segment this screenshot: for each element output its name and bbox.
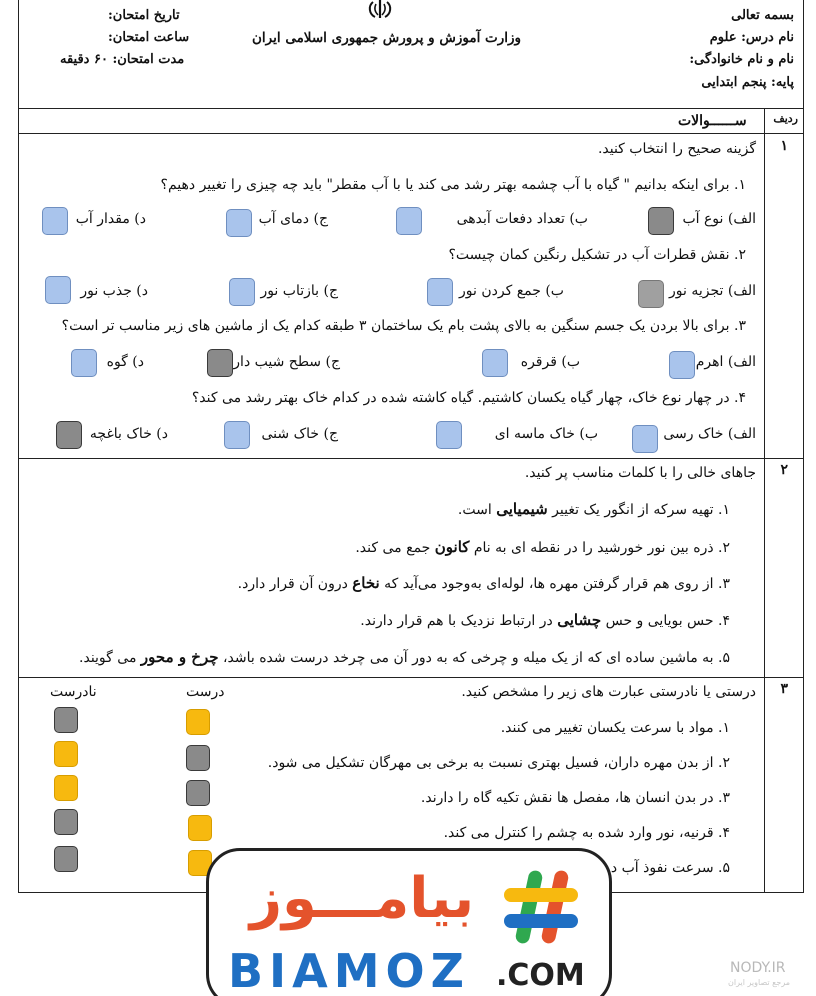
q3-item2: ۲. از بدن مهره داران، فسیل بهتری نسبت به برخی بی مهرگان تشکیل می شود.	[267, 755, 730, 771]
q3-instruction: درستی یا نادرستی عبارت های زیر را مشخص کنید.	[461, 684, 756, 700]
iran-emblem-icon	[363, 0, 397, 20]
q1-item3-option-d: د) گوه	[106, 354, 144, 370]
q1-item2-option-a-box[interactable]	[638, 280, 664, 308]
q2-item4-answer: چشایی	[557, 611, 602, 629]
q1-item1-option-a-box[interactable]	[648, 207, 674, 235]
q1-item1-option-c-box[interactable]	[226, 209, 252, 237]
q2-item5-after: می گویند.	[79, 650, 141, 666]
biamoz-com-logo: .COM	[496, 958, 585, 993]
q3-item1: ۱. مواد با سرعت یکسان تغییر می کنند.	[500, 720, 730, 736]
q2-item5-answer: چرخ و محور	[140, 648, 219, 666]
q1-item3-option-a: الف) اهرم	[695, 354, 756, 370]
q1-item3-option-a-box[interactable]	[669, 351, 695, 379]
q3-item5: ۵. سرعت نفوذ آب د	[610, 860, 730, 876]
q1-item1-option-c: ج) دمای آب	[258, 211, 328, 227]
q2-item4-before: ۴. حس بویایی و حس	[601, 613, 730, 629]
q1-item2-option-b: ب) جمع کردن نور	[459, 283, 564, 299]
q2-item2	[355, 538, 730, 556]
q3-item2-true-box[interactable]	[186, 745, 210, 771]
grade-label: پایه: پنجم ابتدایی	[701, 75, 794, 90]
q2-item3	[238, 574, 730, 592]
q2-item4-after: در ارتباط نزدیک با هم قرار دارند.	[360, 613, 558, 629]
q1-item4-text: ۴. در چهار نوع خاک، چهار گیاه یکسان کاشتیم. گیاه کاشته شده در کدام خاک بهتر رشد می کند؟	[191, 390, 746, 406]
q1-item4-option-d: د) خاک باغچه	[89, 426, 168, 442]
q2-item2-answer: کانون	[434, 538, 470, 556]
q2-item2-after: جمع می کند.	[355, 540, 435, 556]
q1-item2-option-b-box[interactable]	[427, 278, 453, 306]
q2-item5	[79, 648, 730, 666]
q1-item2-option-d: د) جذب نور	[80, 283, 148, 299]
q1-item3-option-c: ج) سطح شیب دار	[233, 354, 340, 370]
q3-item4-false-box[interactable]	[54, 809, 78, 835]
q2-instruction: جاهای خالی را با کلمات مناسب پر کنید.	[524, 465, 756, 481]
q3-item1-false-box[interactable]	[54, 707, 78, 733]
q2-number: ۲	[780, 462, 788, 478]
q1-item1-option-b-box[interactable]	[396, 207, 422, 235]
subject-label: نام درس: علوم	[709, 30, 794, 45]
q1-item4-option-c-box[interactable]	[224, 421, 250, 449]
q1-item4-option-b-box[interactable]	[436, 421, 462, 449]
q1-item2-option-a: الف) تجزیه نور	[669, 283, 756, 299]
q3-true-column-header: درست	[186, 684, 225, 700]
q3-item3: ۳. در بدن انسان ها، مفصل ها نقش تکیه گاه را دارند.	[420, 790, 730, 806]
ministry-title: وزارت آموزش و پرورش جمهوری اسلامی ایران	[252, 30, 522, 46]
q1-item2-text: ۲. نقش قطرات آب در تشکیل رنگین کمان چیست؟	[448, 247, 746, 263]
questions-column-header: ســــــوالات	[678, 113, 747, 129]
q3-item4: ۴. قرنیه، نور وارد شده به چشم را کنترل می کند.	[443, 825, 730, 841]
q3-item5-false-box[interactable]	[54, 846, 78, 872]
exam-duration-label: مدت امتحان: ۶۰ دقیقه	[60, 52, 185, 67]
header-bottom-line	[18, 108, 804, 109]
q2-item1	[458, 500, 730, 518]
q1-item4-option-b: ب) خاک ماسه ای	[494, 426, 598, 442]
q1-item2-option-d-box[interactable]	[45, 276, 71, 304]
q1-item4-option-c: ج) خاک شنی	[261, 426, 338, 442]
exam-time-label: ساعت امتحان:	[108, 30, 190, 45]
row-column-header: ردیف	[773, 112, 798, 125]
table-header-line	[18, 133, 804, 134]
q1-item1-option-d-box[interactable]	[42, 207, 68, 235]
q2-item3-after: درون آن قرار دارد.	[237, 576, 353, 592]
q3-number: ۳	[780, 681, 788, 697]
q3-item3-true-box[interactable]	[186, 780, 210, 806]
q3-item4-true-box[interactable]	[188, 815, 212, 841]
q3-item1-true-box[interactable]	[186, 709, 210, 735]
nody-watermark: NODY.IR	[730, 960, 786, 976]
student-name-label: نام و نام خانوادگی:	[689, 52, 794, 67]
q1-item2-option-c-box[interactable]	[229, 278, 255, 306]
q2-item2-before: ۲. ذره بین نور خورشید را در نقطه ای به نام	[469, 540, 730, 556]
q1-item1-option-b: ب) تعداد دفعات آبدهی	[456, 211, 588, 227]
exam-date-label: تاریخ امتحان:	[108, 8, 180, 23]
q1-item1-text: ۱. برای اینکه بدانیم " گیاه با آب چشمه بهتر رشد می کند یا با آب مقطر" باید چه چیزی را تغییر دهیم؟	[160, 177, 746, 193]
q2-item1-answer: شیمیایی	[496, 500, 548, 518]
q2-bottom-line	[18, 677, 804, 678]
q1-item3-option-c-box[interactable]	[207, 349, 233, 377]
q3-item2-false-box[interactable]	[54, 741, 78, 767]
hashtag-logo-icon	[500, 866, 582, 948]
q1-item4-option-a-box[interactable]	[632, 425, 658, 453]
q2-item3-before: ۳. از روی هم قرار گرفتن مهره ها، لوله‌ای به‌وجود می‌آید که	[379, 576, 730, 592]
q1-item4-option-a: الف) خاک رسی	[663, 426, 756, 442]
q1-item3-text: ۳. برای بالا بردن یک جسم سنگین به بالای پشت بام یک ساختمان ۳ طبقه کدام یک از ماشین های زیر مناسب تر است؟	[61, 318, 746, 334]
nody-watermark-subtitle: مرجع تصاویر ایران	[728, 978, 791, 987]
row-column-divider	[764, 108, 765, 893]
biamoz-latin-logo: BIAMOZ	[228, 944, 471, 996]
q1-item2-option-c: ج) بازتاب نور	[260, 283, 338, 299]
q1-item4-option-d-box[interactable]	[56, 421, 82, 449]
q2-item1-before: ۱. تهیه سرکه از انگور یک تغییر	[547, 502, 730, 518]
q2-item5-before: ۵. به ماشین ساده ای که از یک میله و چرخی که به دور آن می چرخد درست شده باشد،	[218, 650, 730, 666]
q1-item1-option-a: الف) نوع آب	[682, 211, 756, 227]
q1-item3-option-b: ب) قرقره	[520, 354, 580, 370]
q2-item1-after: است.	[457, 502, 497, 518]
q3-false-column-header: نادرست	[50, 684, 97, 700]
q1-item3-option-b-box[interactable]	[482, 349, 508, 377]
q2-item3-answer: نخاع	[352, 574, 380, 592]
q3-item3-false-box[interactable]	[54, 775, 78, 801]
q1-bottom-line	[18, 458, 804, 459]
biamoz-farsi-logo: بیامـــوز	[249, 866, 475, 931]
q1-instruction: گزینه صحیح را انتخاب کنید.	[597, 141, 756, 157]
q1-item1-option-d: د) مقدار آب	[75, 211, 146, 227]
q2-item4	[360, 611, 730, 629]
q1-item3-option-d-box[interactable]	[71, 349, 97, 377]
basmala: بسمه تعالی	[731, 8, 794, 23]
q1-number: ۱	[780, 138, 788, 154]
